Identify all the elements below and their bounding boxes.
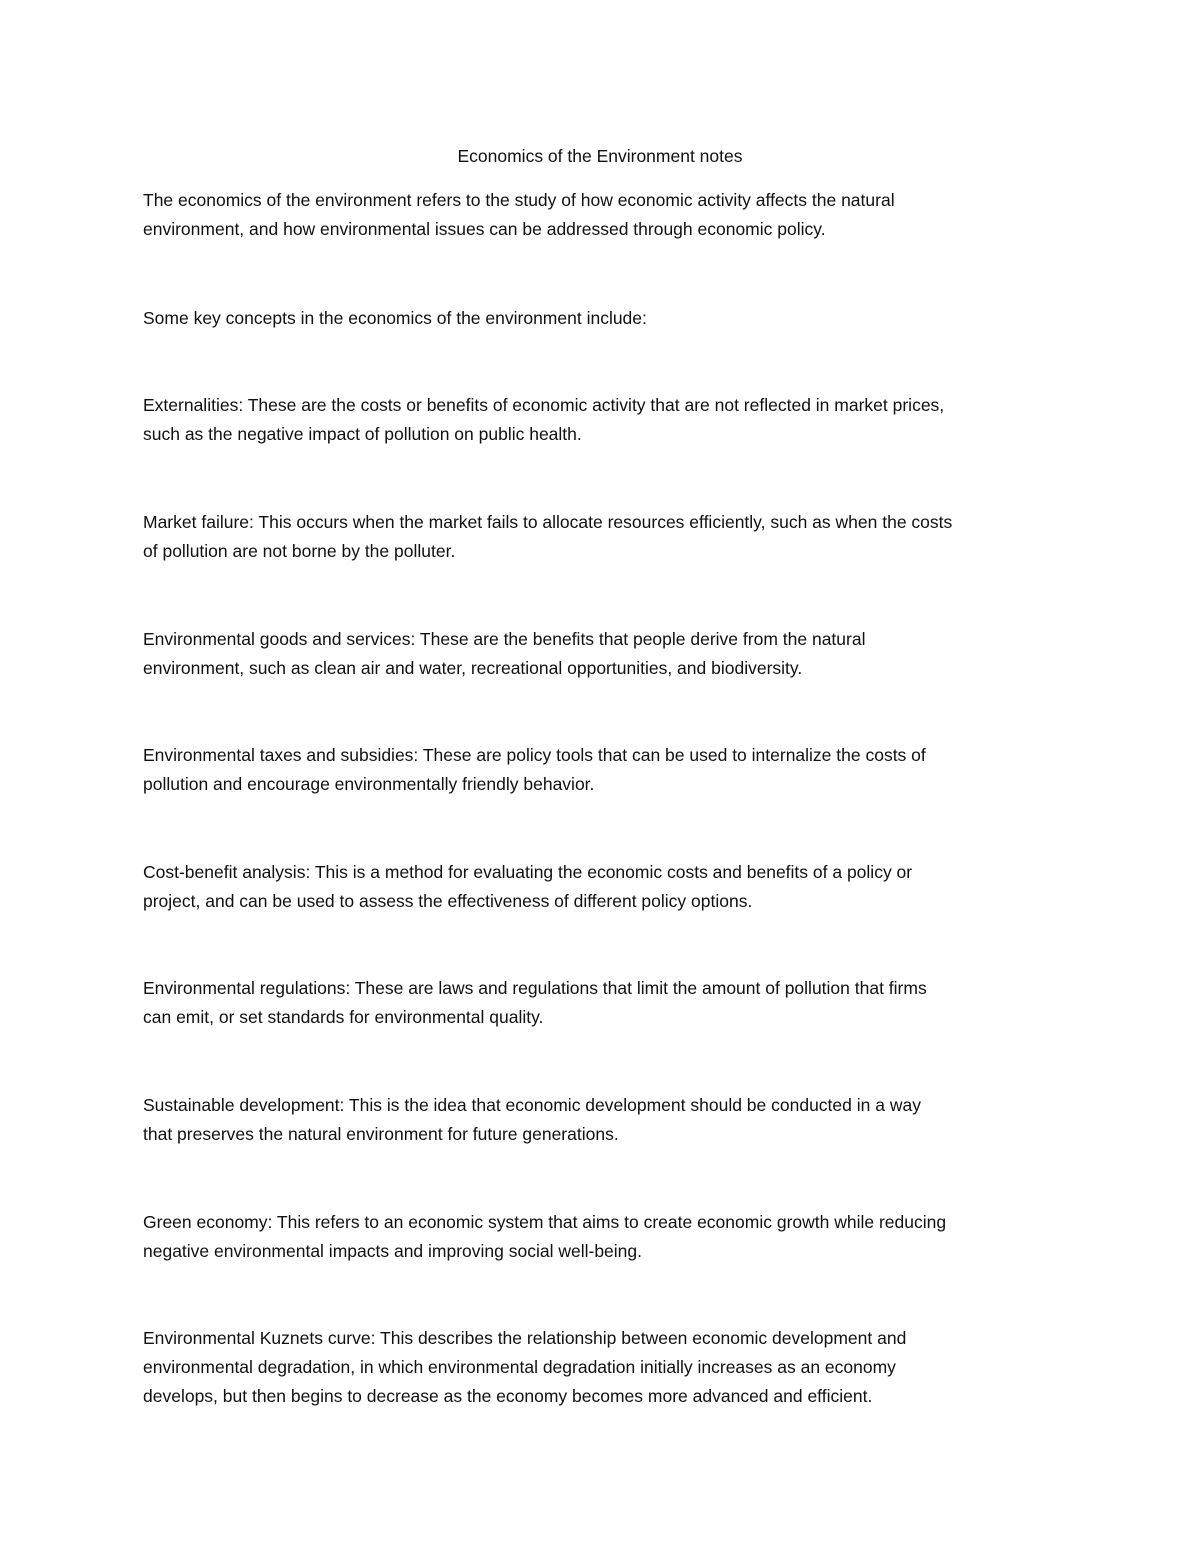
paragraph-line: Externalities: These are the costs or benefits of economic activity that are not reflected in market prices,: [143, 395, 945, 415]
paragraph-line: Environmental taxes and subsidies: These are policy tools that can be used to internalize the costs of: [143, 745, 926, 765]
paragraph-line: Cost-benefit analysis: This is a method for evaluating the economic costs and benefits of a policy or: [143, 862, 913, 882]
paragraph-line: negative environmental impacts and improving social well-being.: [143, 1241, 643, 1261]
paragraph-line: environmental degradation, in which environmental degradation initially increases as an economy: [143, 1357, 896, 1377]
concept-sustainable-development: [143, 1091, 1063, 1149]
concept-green-economy: [143, 1208, 1063, 1266]
paragraph-line: Green economy: This refers to an economic system that aims to create economic growth while reducing: [143, 1212, 947, 1232]
paragraph-line: Market failure: This occurs when the market fails to allocate resources efficiently, such as when the costs: [143, 512, 953, 532]
paragraph-line: of pollution are not borne by the polluter.: [143, 541, 456, 561]
concept-environmental-regulations: [143, 974, 1063, 1032]
intro-paragraph: [143, 186, 1063, 244]
paragraph-line: such as the negative impact of pollution on public health.: [143, 424, 582, 444]
paragraph-line: can emit, or set standards for environmental quality.: [143, 1007, 544, 1027]
concept-environmental-goods: [143, 625, 1063, 683]
paragraph-line: pollution and encourage environmentally friendly behavior.: [143, 774, 595, 794]
paragraph-line: environment, such as clean air and water, recreational opportunities, and biodiversity.: [143, 658, 803, 678]
paragraph-line: Environmental regulations: These are laws and regulations that limit the amount of pollution that firms: [143, 978, 927, 998]
key-concepts-intro: [143, 304, 1063, 333]
concept-environmental-taxes: [143, 741, 1063, 799]
concept-market-failure: [143, 508, 1063, 566]
paragraph-line: that preserves the natural environment for future generations.: [143, 1124, 619, 1144]
document-title: Economics of the Environment notes: [457, 146, 743, 166]
concept-cost-benefit: [143, 858, 1063, 916]
paragraph-line: Environmental goods and services: These are the benefits that people derive from the natural: [143, 629, 866, 649]
paragraph-line: Environmental Kuznets curve: This describes the relationship between economic development and: [143, 1328, 907, 1348]
paragraph-line: project, and can be used to assess the effectiveness of different policy options.: [143, 891, 753, 911]
concept-externalities: [143, 391, 1063, 449]
paragraph-line: The economics of the environment refers to the study of how economic activity affects the natural: [143, 190, 895, 210]
paragraph-line: Sustainable development: This is the idea that economic development should be conducted in a way: [143, 1095, 921, 1115]
paragraph-line: Some key concepts in the economics of the environment include:: [143, 308, 647, 328]
paragraph-line: environment, and how environmental issues can be addressed through economic policy.: [143, 219, 826, 239]
concept-kuznets-curve: [143, 1324, 1063, 1411]
paragraph-line: develops, but then begins to decrease as the economy becomes more advanced and efficient.: [143, 1386, 873, 1406]
